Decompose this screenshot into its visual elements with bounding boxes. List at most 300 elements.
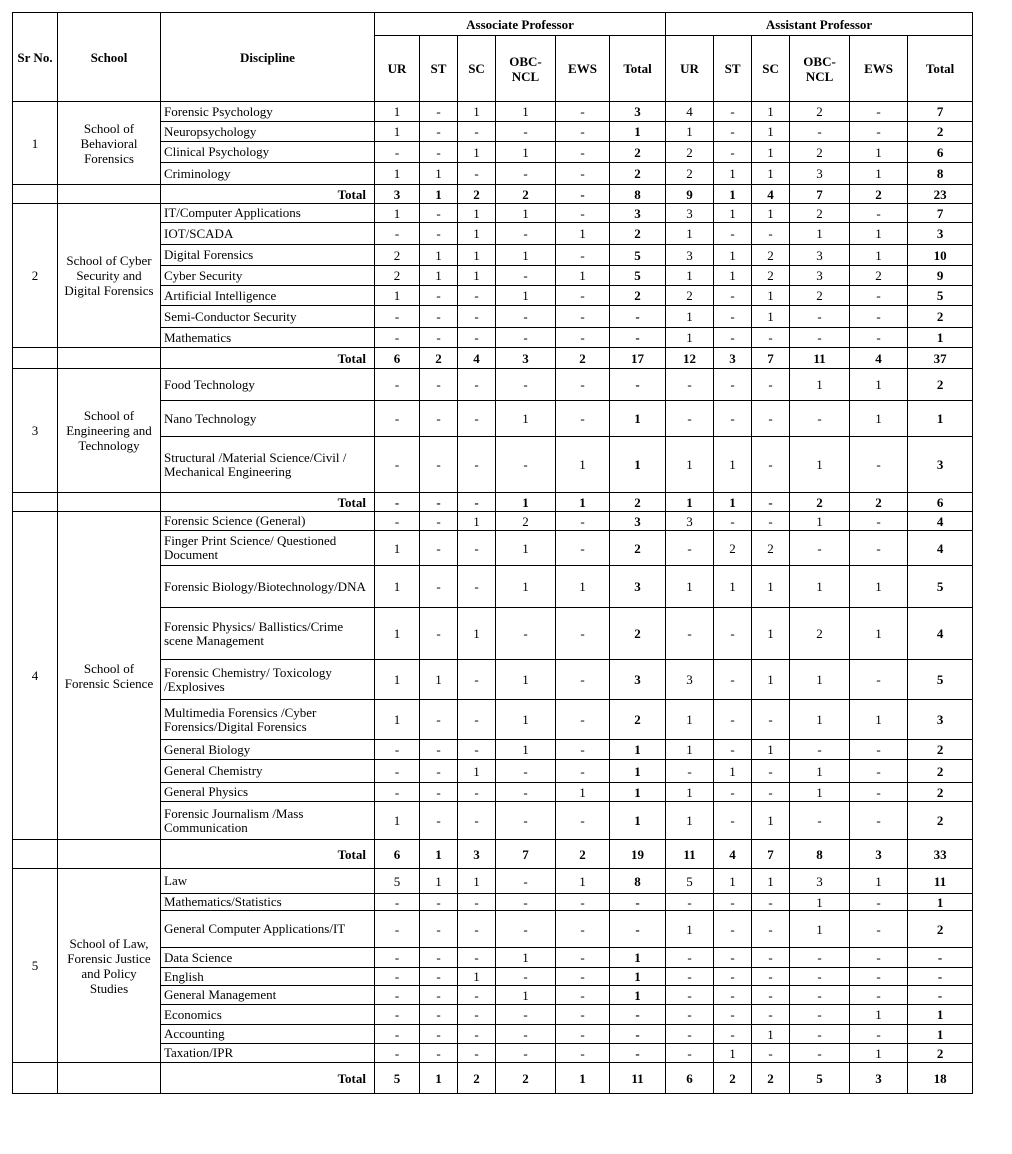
asst-value-cell: - <box>714 512 752 531</box>
asst-value-cell: - <box>752 437 790 493</box>
asst-value-cell: - <box>850 948 908 968</box>
assoc-value-cell: - <box>375 1025 420 1044</box>
discipline-header: Discipline <box>161 13 375 102</box>
discipline-cell: Forensic Chemistry/ Toxicology /Explosives <box>161 660 375 700</box>
asst-value-cell: - <box>850 437 908 493</box>
assoc-value-cell: - <box>556 802 610 840</box>
assoc-total-cell: 5 <box>375 1063 420 1094</box>
assoc-value-cell: 2 <box>610 223 666 245</box>
discipline-cell: Data Science <box>161 948 375 968</box>
asst-value-cell: - <box>850 911 908 948</box>
asst-value-cell: - <box>666 894 714 911</box>
assoc-value-cell: - <box>420 783 458 802</box>
asst-value-cell: 1 <box>908 328 973 348</box>
assoc-value-cell: - <box>375 948 420 968</box>
assoc-value-cell: - <box>458 401 496 437</box>
discipline-cell: Forensic Psychology <box>161 102 375 122</box>
empty-cell <box>58 840 161 869</box>
asst-value-cell: 1 <box>752 1025 790 1044</box>
asst-value-cell: 3 <box>666 660 714 700</box>
discipline-cell: Forensic Physics/ Ballistics/Crime scene Management <box>161 608 375 660</box>
assoc-value-cell: - <box>458 911 496 948</box>
assoc-total-cell: 2 <box>556 840 610 869</box>
asst-value-cell: - <box>666 968 714 986</box>
asst-value-cell: 1 <box>752 306 790 328</box>
assoc-value-cell: 1 <box>496 245 556 266</box>
assoc-value-cell: - <box>610 911 666 948</box>
asst-value-cell: 3 <box>666 204 714 223</box>
asst-value-cell: 1 <box>752 566 790 608</box>
sr-no-cell: 4 <box>13 512 58 840</box>
asst-value-cell: - <box>790 1044 850 1063</box>
assoc-value-cell: - <box>375 894 420 911</box>
asst-value-cell: 3 <box>790 266 850 286</box>
asst-total-cell: 6 <box>666 1063 714 1094</box>
asst-value-cell: 1 <box>850 163 908 185</box>
asst-value-cell: 1 <box>752 102 790 122</box>
asst-value-cell: 1 <box>850 223 908 245</box>
asst-value-cell: 2 <box>908 369 973 401</box>
assoc-value-cell: 1 <box>610 122 666 142</box>
asst-value-cell: - <box>666 401 714 437</box>
asst-value-cell: 3 <box>666 245 714 266</box>
assoc-value-cell: - <box>458 369 496 401</box>
asst-value-cell: - <box>790 1025 850 1044</box>
sr-no-header: Sr No. <box>13 13 58 102</box>
asst-value-cell: 1 <box>908 401 973 437</box>
asst-value-cell: - <box>908 948 973 968</box>
asst-value-cell: - <box>790 306 850 328</box>
asst-value-cell: 5 <box>666 869 714 894</box>
discipline-cell: Neuropsychology <box>161 122 375 142</box>
asst-value-cell: 3 <box>666 512 714 531</box>
total-label-cell: Total <box>161 493 375 512</box>
asst-value-cell: 9 <box>908 266 973 286</box>
assoc-value-cell: 1 <box>496 286 556 306</box>
assoc-value-cell: 3 <box>610 660 666 700</box>
school-name-cell: School of Engineering and Technology <box>58 369 161 493</box>
asst-value-cell: 1 <box>850 142 908 163</box>
assoc-value-cell: 1 <box>375 700 420 740</box>
assoc-value-cell: - <box>375 306 420 328</box>
assoc-value-cell: - <box>556 122 610 142</box>
assoc-value-cell: - <box>420 1005 458 1025</box>
assoc-value-cell: 1 <box>496 700 556 740</box>
asst-total-cell: 11 <box>790 348 850 369</box>
school-header: School <box>58 13 161 102</box>
asst-value-cell: 1 <box>666 802 714 840</box>
asst-value-cell: 1 <box>714 869 752 894</box>
assoc-value-cell: 2 <box>610 163 666 185</box>
assoc-value-cell: - <box>420 566 458 608</box>
assoc-value-cell: 1 <box>610 740 666 760</box>
assoc-value-cell: - <box>375 986 420 1005</box>
asst-value-cell: - <box>714 783 752 802</box>
assoc-value-cell: 1 <box>496 401 556 437</box>
asst-ur-header: UR <box>666 36 714 102</box>
asst-value-cell: 4 <box>908 531 973 566</box>
school-name-cell: School of Cyber Security and Digital Forensics <box>58 204 161 348</box>
assoc-value-cell: - <box>556 401 610 437</box>
assoc-value-cell: 1 <box>496 948 556 968</box>
discipline-cell: Forensic Journalism /Mass Communication <box>161 802 375 840</box>
empty-cell <box>13 1063 58 1094</box>
assoc-value-cell: - <box>458 1005 496 1025</box>
discipline-cell: Forensic Science (General) <box>161 512 375 531</box>
assoc-total-cell: 11 <box>610 1063 666 1094</box>
asst-value-cell: 2 <box>850 266 908 286</box>
table-row <box>13 369 973 401</box>
asst-value-cell: 1 <box>850 369 908 401</box>
discipline-cell: Criminology <box>161 163 375 185</box>
table-row <box>13 102 973 122</box>
asst-value-cell: - <box>752 911 790 948</box>
assoc-value-cell: - <box>496 1005 556 1025</box>
asst-value-cell: 3 <box>908 437 973 493</box>
asst-value-cell: 1 <box>790 894 850 911</box>
assoc-value-cell: 1 <box>496 204 556 223</box>
asst-value-cell: 4 <box>666 102 714 122</box>
empty-cell <box>58 185 161 204</box>
asst-total-cell: 2 <box>850 493 908 512</box>
total-row <box>13 185 973 204</box>
assoc-total-cell: - <box>458 493 496 512</box>
assoc-value-cell: - <box>375 437 420 493</box>
assoc-value-cell: 1 <box>496 142 556 163</box>
assoc-value-cell: 1 <box>458 869 496 894</box>
discipline-cell: IOT/SCADA <box>161 223 375 245</box>
asst-total-cell: 2 <box>752 1063 790 1094</box>
assoc-value-cell: - <box>496 266 556 286</box>
school-name-cell: School of Law, Forensic Justice and Policy Studies <box>58 869 161 1063</box>
discipline-cell: General Physics <box>161 783 375 802</box>
asst-value-cell: 1 <box>752 802 790 840</box>
assoc-value-cell: 1 <box>496 740 556 760</box>
assoc-total-cell: 4 <box>458 348 496 369</box>
assoc-value-cell: 1 <box>458 968 496 986</box>
assoc-value-cell: - <box>496 1025 556 1044</box>
discipline-cell: IT/Computer Applications <box>161 204 375 223</box>
asst-total-cell: 4 <box>752 185 790 204</box>
assoc-value-cell: - <box>496 437 556 493</box>
assoc-value-cell: - <box>458 328 496 348</box>
assoc-value-cell: 1 <box>375 802 420 840</box>
assoc-value-cell: - <box>556 986 610 1005</box>
asst-value-cell: 2 <box>752 531 790 566</box>
assoc-value-cell: 2 <box>610 142 666 163</box>
asst-total-cell: 11 <box>666 840 714 869</box>
assoc-value-cell: - <box>556 911 610 948</box>
asst-value-cell: 1 <box>666 328 714 348</box>
asst-value-cell: 2 <box>752 245 790 266</box>
assoc-total-cell: 3 <box>458 840 496 869</box>
assoc-value-cell: - <box>556 1044 610 1063</box>
assoc-value-cell: 1 <box>375 660 420 700</box>
assoc-value-cell: - <box>420 740 458 760</box>
asst-value-cell: 10 <box>908 245 973 266</box>
asst-value-cell: 1 <box>850 1005 908 1025</box>
assoc-value-cell: - <box>556 700 610 740</box>
asst-value-cell: 2 <box>790 286 850 306</box>
assoc-value-cell: - <box>556 369 610 401</box>
asst-value-cell: 2 <box>908 911 973 948</box>
asst-value-cell: - <box>850 783 908 802</box>
assoc-total-cell: 3 <box>496 348 556 369</box>
asst-value-cell: - <box>752 512 790 531</box>
assoc-value-cell: 2 <box>610 608 666 660</box>
empty-cell <box>13 348 58 369</box>
asst-sc-header: SC <box>752 36 790 102</box>
total-label-cell: Total <box>161 185 375 204</box>
asst-total-cell: 33 <box>908 840 973 869</box>
assoc-total-cell: 6 <box>375 840 420 869</box>
assoc-value-cell: 1 <box>458 204 496 223</box>
assoc-value-cell: 5 <box>610 266 666 286</box>
asst-total-cell: 37 <box>908 348 973 369</box>
assoc-value-cell: - <box>420 894 458 911</box>
assoc-total-cell: 2 <box>496 185 556 204</box>
asst-value-cell: - <box>850 204 908 223</box>
document-page <box>12 12 972 1094</box>
asst-value-cell: - <box>790 740 850 760</box>
asst-value-cell: 1 <box>714 266 752 286</box>
assoc-value-cell: 1 <box>375 286 420 306</box>
asst-value-cell: 8 <box>908 163 973 185</box>
assoc-value-cell: 5 <box>610 245 666 266</box>
assoc-value-cell: 3 <box>610 566 666 608</box>
asst-value-cell: - <box>752 1005 790 1025</box>
assoc-value-cell: - <box>458 700 496 740</box>
discipline-cell: Mathematics/Statistics <box>161 894 375 911</box>
assoc-value-cell: - <box>496 122 556 142</box>
assoc-value-cell: - <box>458 566 496 608</box>
assoc-value-cell: 1 <box>375 122 420 142</box>
assoc-total-cell: 8 <box>610 185 666 204</box>
asst-value-cell: - <box>714 740 752 760</box>
assoc-total-cell: - <box>420 493 458 512</box>
assoc-value-cell: 1 <box>458 102 496 122</box>
assoc-total-cell: 19 <box>610 840 666 869</box>
asst-value-cell: - <box>714 1025 752 1044</box>
asst-value-cell: 4 <box>908 512 973 531</box>
table-body <box>13 102 973 1094</box>
asst-value-cell: 3 <box>790 163 850 185</box>
asst-value-cell: 1 <box>752 740 790 760</box>
assoc-value-cell: - <box>375 401 420 437</box>
asst-total-cell: 1 <box>714 185 752 204</box>
asst-value-cell: - <box>666 948 714 968</box>
total-label-cell: Total <box>161 1063 375 1094</box>
asst-total-cell: 1 <box>714 493 752 512</box>
asst-value-cell: 1 <box>790 783 850 802</box>
asst-value-cell: 1 <box>752 869 790 894</box>
asst-value-cell: - <box>714 911 752 948</box>
asst-value-cell: - <box>850 531 908 566</box>
assoc-value-cell: - <box>458 660 496 700</box>
assoc-value-cell: - <box>610 306 666 328</box>
asst-value-cell: - <box>850 760 908 783</box>
total-row <box>13 1063 973 1094</box>
empty-cell <box>58 348 161 369</box>
asst-value-cell: - <box>790 328 850 348</box>
empty-cell <box>13 493 58 512</box>
assoc-value-cell: - <box>458 286 496 306</box>
assoc-value-cell: - <box>458 1025 496 1044</box>
assoc-value-cell: - <box>420 204 458 223</box>
asst-value-cell: 1 <box>908 1025 973 1044</box>
sr-no-cell: 1 <box>13 102 58 185</box>
discipline-cell: Taxation/IPR <box>161 1044 375 1063</box>
asst-value-cell: 1 <box>850 1044 908 1063</box>
asst-value-cell: 1 <box>790 223 850 245</box>
assoc-value-cell: - <box>420 286 458 306</box>
discipline-cell: General Management <box>161 986 375 1005</box>
assoc-value-cell: - <box>458 122 496 142</box>
assoc-value-cell: 1 <box>420 869 458 894</box>
asst-total-cell: 3 <box>714 348 752 369</box>
assoc-value-cell: 1 <box>556 223 610 245</box>
asst-value-cell: 2 <box>790 142 850 163</box>
assoc-value-cell: 1 <box>610 986 666 1005</box>
assoc-value-cell: - <box>556 760 610 783</box>
asst-value-cell: 1 <box>850 245 908 266</box>
assoc-value-cell: 1 <box>375 531 420 566</box>
assoc-value-cell: 1 <box>610 783 666 802</box>
assoc-value-cell: - <box>556 948 610 968</box>
assoc-value-cell: - <box>610 369 666 401</box>
asst-value-cell: - <box>714 306 752 328</box>
asst-value-cell: - <box>790 401 850 437</box>
assoc-value-cell: 3 <box>610 512 666 531</box>
assoc-value-cell: - <box>375 783 420 802</box>
asst-value-cell: - <box>752 369 790 401</box>
assoc-value-cell: - <box>375 760 420 783</box>
assoc-value-cell: 2 <box>610 531 666 566</box>
assoc-total-cell: 1 <box>556 493 610 512</box>
asst-value-cell: 1 <box>666 223 714 245</box>
assoc-value-cell: - <box>420 401 458 437</box>
assoc-value-cell: - <box>420 328 458 348</box>
asst-value-cell: 1 <box>714 163 752 185</box>
asst-value-cell: - <box>850 102 908 122</box>
assoc-value-cell: - <box>420 142 458 163</box>
assoc-value-cell: - <box>420 760 458 783</box>
discipline-cell: Food Technology <box>161 369 375 401</box>
asst-value-cell: - <box>790 968 850 986</box>
asst-total-cell: 9 <box>666 185 714 204</box>
assoc-st-header: ST <box>420 36 458 102</box>
assoc-value-cell: 1 <box>610 760 666 783</box>
asst-value-cell: - <box>850 122 908 142</box>
asst-value-cell: 1 <box>850 401 908 437</box>
asst-value-cell: - <box>908 986 973 1005</box>
asst-value-cell: - <box>666 1025 714 1044</box>
assoc-obc-ncl-header: OBC-NCL <box>496 36 556 102</box>
asst-total-cell: 7 <box>752 348 790 369</box>
assoc-value-cell: - <box>420 437 458 493</box>
asst-value-cell: 1 <box>850 566 908 608</box>
assoc-value-cell: 1 <box>496 531 556 566</box>
assoc-value-cell: 1 <box>610 437 666 493</box>
assoc-value-cell: - <box>556 660 610 700</box>
assoc-ews-header: EWS <box>556 36 610 102</box>
asst-value-cell: 1 <box>850 608 908 660</box>
assoc-value-cell: - <box>556 102 610 122</box>
asst-value-cell: - <box>850 660 908 700</box>
assoc-value-cell: 1 <box>610 802 666 840</box>
discipline-cell: English <box>161 968 375 986</box>
total-label-cell: Total <box>161 840 375 869</box>
asst-value-cell: - <box>850 328 908 348</box>
table-row <box>13 204 973 223</box>
assoc-value-cell: 1 <box>375 102 420 122</box>
asst-value-cell: 2 <box>908 740 973 760</box>
asst-total-cell: 3 <box>850 1063 908 1094</box>
assoc-value-cell: 2 <box>610 286 666 306</box>
assoc-value-cell: - <box>375 1044 420 1063</box>
assoc-value-cell: - <box>496 968 556 986</box>
assoc-value-cell: 3 <box>610 204 666 223</box>
assoc-value-cell: 1 <box>556 566 610 608</box>
asst-value-cell: 1 <box>790 700 850 740</box>
sr-no-cell: 2 <box>13 204 58 348</box>
assoc-total-cell: 1 <box>420 185 458 204</box>
total-row <box>13 348 973 369</box>
assoc-value-cell: - <box>556 142 610 163</box>
asst-ews-header: EWS <box>850 36 908 102</box>
asst-value-cell: - <box>714 401 752 437</box>
asst-value-cell: 1 <box>714 245 752 266</box>
asst-total-cell: 2 <box>850 185 908 204</box>
assoc-value-cell: - <box>420 223 458 245</box>
asst-value-cell: - <box>666 1005 714 1025</box>
asst-value-cell: 5 <box>908 660 973 700</box>
assoc-value-cell: - <box>420 608 458 660</box>
assoc-sc-header: SC <box>458 36 496 102</box>
assoc-value-cell: - <box>496 223 556 245</box>
asst-value-cell: - <box>752 948 790 968</box>
assoc-total-cell: 1 <box>556 1063 610 1094</box>
assoc-value-cell: - <box>556 531 610 566</box>
assoc-value-cell: - <box>556 163 610 185</box>
assoc-total-cell: 2 <box>556 348 610 369</box>
assoc-value-cell: - <box>375 968 420 986</box>
asst-st-header: ST <box>714 36 752 102</box>
assoc-value-cell: - <box>556 328 610 348</box>
asst-total-cell: 4 <box>714 840 752 869</box>
asst-value-cell: 2 <box>790 608 850 660</box>
assoc-value-cell: - <box>420 122 458 142</box>
assoc-value-cell: - <box>556 1005 610 1025</box>
asst-total-cell: 3 <box>850 840 908 869</box>
assoc-value-cell: - <box>496 306 556 328</box>
asst-value-cell: - <box>714 1005 752 1025</box>
asst-value-cell: - <box>790 1005 850 1025</box>
asst-value-cell: - <box>850 802 908 840</box>
faculty-posts-table <box>12 12 973 1094</box>
asst-value-cell: 1 <box>790 566 850 608</box>
assoc-value-cell: 1 <box>458 245 496 266</box>
asst-value-cell: - <box>752 401 790 437</box>
assoc-value-cell: - <box>375 328 420 348</box>
assoc-value-cell: 1 <box>458 142 496 163</box>
asst-value-cell: 7 <box>908 204 973 223</box>
asst-value-cell: - <box>752 894 790 911</box>
asst-total-cell: 23 <box>908 185 973 204</box>
asst-value-cell: - <box>850 286 908 306</box>
asst-value-cell: 1 <box>666 266 714 286</box>
assoc-value-cell: 1 <box>458 760 496 783</box>
